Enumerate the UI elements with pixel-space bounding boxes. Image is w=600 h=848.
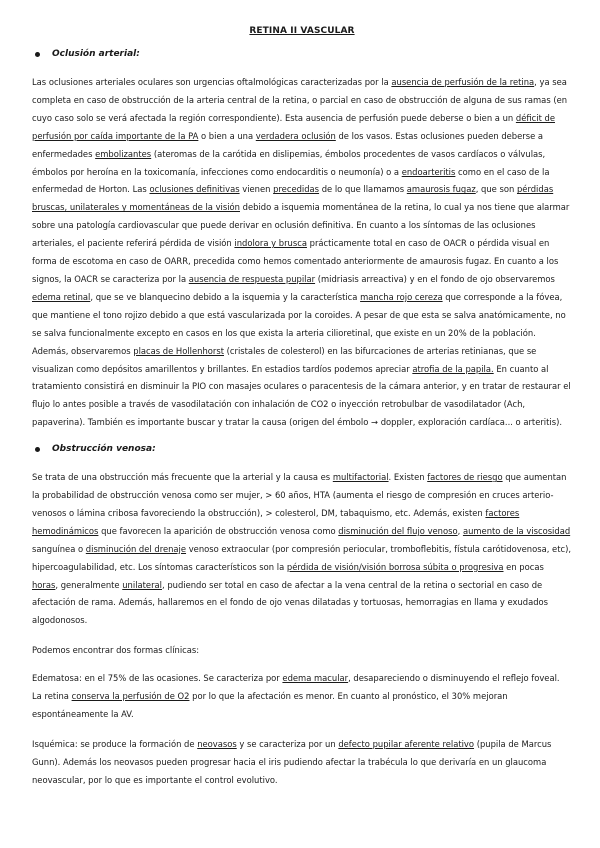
text: , que son bbox=[475, 184, 517, 195]
text: que favorecen la aparición de obstrucción venosa como bbox=[98, 525, 339, 536]
page-title: RETINA II VASCULAR bbox=[249, 26, 355, 36]
underlined-term: oclusiones definitivas bbox=[149, 184, 240, 195]
underlined-term: embolizantes bbox=[95, 148, 152, 159]
text: . Existen bbox=[388, 472, 428, 483]
text: Se trata de una obstrucción más frecuente que la arterial y la causa es bbox=[32, 472, 333, 483]
underlined-term: unilateral bbox=[122, 579, 162, 590]
text: , pudiendo ser total en caso de afectar a la vena central de la retina o sectorial en caso de afectación de rama. Además, hallaremos en el fondo de ojo venas dilatadas y tortuosas, hemorragias en llama y exudados algodonosos. bbox=[32, 579, 549, 626]
text: (cristales de colesterol) en las bifurcaciones de arterias retinianas, que se visualizan como depósitos amarillentos y brillantes. En estadios tardíos podemos apreciar bbox=[32, 345, 537, 374]
bullet-icon bbox=[35, 52, 40, 57]
underlined-term: factores de riesgo bbox=[427, 472, 503, 483]
underlined-term: neovasos bbox=[197, 738, 237, 749]
underlined-term: multifactorial bbox=[332, 472, 389, 483]
underlined-term: defecto pupilar aferente relativo bbox=[338, 738, 475, 749]
underlined-term: déficit de perfusión por caída importante de la PA bbox=[32, 112, 555, 141]
underlined-term: disminución del flujo venoso bbox=[338, 525, 458, 536]
underlined-term: placas de Hollenhorst bbox=[133, 345, 224, 356]
paragraph-formas: Podemos encontrar dos formas clínicas: bbox=[32, 645, 200, 656]
text: , generalmente bbox=[55, 579, 123, 590]
text: como en el caso de la enfermedad de Horton. Las bbox=[32, 166, 550, 195]
underlined-term: conserva la perfusión de O2 bbox=[71, 691, 190, 702]
underlined-term: factores hemodinámicos bbox=[32, 507, 520, 536]
section-heading-label: Obstrucción venosa: bbox=[52, 444, 156, 455]
text: Edematosa: en el 75% de las ocasiones. Se caracteriza por bbox=[32, 673, 283, 684]
text: (midriasis arreactiva) y en el fondo de ojo observaremos bbox=[315, 273, 555, 284]
text: , desapareciendo o disminuyendo el reflejo foveal. La retina bbox=[32, 673, 560, 702]
section-heading-venosa bbox=[32, 444, 572, 454]
text: prácticamente total en caso de OACR o pérdida visual en forma de escotoma en caso de OARR, precedida como hemos comentado anteriormente de amaurosis fugaz. En cuanto a los signos, la OACR se caracteriza por la bbox=[32, 238, 559, 284]
underlined-term: disminución del drenaje bbox=[85, 543, 187, 554]
underlined-term: edema retinal bbox=[32, 291, 91, 302]
underlined-term: atrofia de la papila. bbox=[412, 363, 494, 374]
underlined-term: ausencia de respuesta pupilar bbox=[188, 273, 316, 284]
underlined-term: pérdidas bruscas, unilaterales y momentáneas de la visión bbox=[32, 184, 554, 213]
text: sanguínea o bbox=[32, 543, 86, 554]
underlined-term: aumento de la viscosidad bbox=[462, 525, 571, 536]
paragraph-edematosa bbox=[32, 670, 572, 724]
text: o bien a una bbox=[198, 130, 256, 141]
underlined-term: horas bbox=[32, 579, 56, 590]
underlined-term: precedidas bbox=[273, 184, 320, 195]
underlined-term: edema macular bbox=[282, 673, 349, 684]
text: en pocas bbox=[503, 561, 544, 572]
text: que aumentan la probabilidad de obstrucción venosa como ser mujer, > 60 años, HTA (aumenta el riesgo de compresión en cruces arterio-venosos o lámina cribosa favoreciendo la obstrucción), > colesterol, DM, tabaquismo, etc. Además, existen bbox=[32, 472, 567, 518]
underlined-term: verdadera oclusión bbox=[255, 130, 336, 141]
text: En cuanto al tratamiento consistirá en disminuir la PIO con masajes oculares o paracentesis de la cámara anterior, y en tratar de restaurar el flujo lo antes posible a través de vasodilatación con inhalación de CO2 o inyección retrobulbar de vasodilatador (Ach, papaverina). También es importante buscar y tratar la causa (origen del émbolo → doppler, exploración cardíaca... o arteritis). bbox=[32, 363, 571, 428]
text: debido a isquemia momentánea de la retina, lo cual ya nos tiene que alarmar sobre una patología cardiovascular que puede derivar en oclusión definitiva. En cuanto a los síntomas de las oclusiones arteriales, el paciente referirá pérdida de visión bbox=[32, 202, 570, 249]
text: Isquémica: se produce la formación de bbox=[32, 738, 198, 749]
text: por lo que la afectación es menor. En cuanto al pronóstico, el 30% mejoran espontáneamente la AV. bbox=[32, 691, 508, 719]
text: y se caracteriza por un bbox=[236, 738, 339, 749]
underlined-term: ausencia de perfusión de la retina bbox=[391, 77, 535, 87]
text: de lo que llamamos bbox=[319, 184, 407, 195]
text: , ya sea completa en caso de obstrucción de la arteria central de la retina, o parcial en caso de obstrucción de alguna de sus ramas (en cuyo caso solo se verá afectada la región correspondiente). Esta ausencia de perfusión puede deberse o bien a un bbox=[32, 77, 568, 123]
underlined-term: mancha rojo cereza bbox=[360, 291, 443, 302]
paragraph-isquemica bbox=[32, 736, 572, 790]
paragraph-venosa bbox=[32, 469, 572, 630]
underlined-term: pérdida de visión/visión borrosa súbita o progresiva bbox=[286, 561, 504, 572]
text: (pupila de Marcus Gunn). Además los neovasos pueden progresar hacia el iris pudiendo afectar la trabécula lo que derivaría en un glaucoma neovascular, por lo que es importante el control evolutivo. bbox=[32, 738, 552, 785]
underlined-term: amaurosis fugaz bbox=[406, 184, 476, 195]
text: vienen bbox=[239, 184, 274, 195]
document-page bbox=[32, 26, 572, 802]
text: Las oclusiones arteriales oculares son urgencias oftalmológicas caracterizadas por la bbox=[32, 77, 392, 87]
underlined-term: endoarteritis bbox=[401, 166, 456, 177]
bullet-icon bbox=[35, 447, 40, 452]
text: que corresponde a la fóvea, que mantiene el tono rojizo debido a que está vascularizada por la coroides. A pesar de que esta se salva anatómicamente, no se salva funcionalmente excepto en casos en los que exista la arteria cilioretinal, que existe en un 20% de la población. Además, observaremos bbox=[32, 291, 566, 356]
text: de los vasos. Estas oclusiones pueden deberse a enfermedades bbox=[32, 130, 544, 159]
text: (ateromas de la carótida en dislipemias, émbolos procedentes de vasos cardíacos o válvulas, émbolos por heroína en la toxicomanía, infecciones como endocarditis o neumonía) o a bbox=[32, 148, 546, 177]
text: , que se ve blanquecino debido a la isquemia y la característica bbox=[90, 291, 361, 302]
section-heading-arterial bbox=[32, 49, 572, 59]
underlined-term: indolora y brusca bbox=[234, 238, 307, 249]
text: venoso extraocular (por compresión periocular, tromboflebitis, fístula carótidovenosa, etc), hipercoagulabilidad, etc. Los síntomas característicos son la bbox=[32, 543, 572, 572]
section-heading-label: Oclusión arterial: bbox=[52, 49, 140, 59]
text: , bbox=[457, 525, 463, 536]
paragraph-arterial bbox=[32, 74, 572, 432]
